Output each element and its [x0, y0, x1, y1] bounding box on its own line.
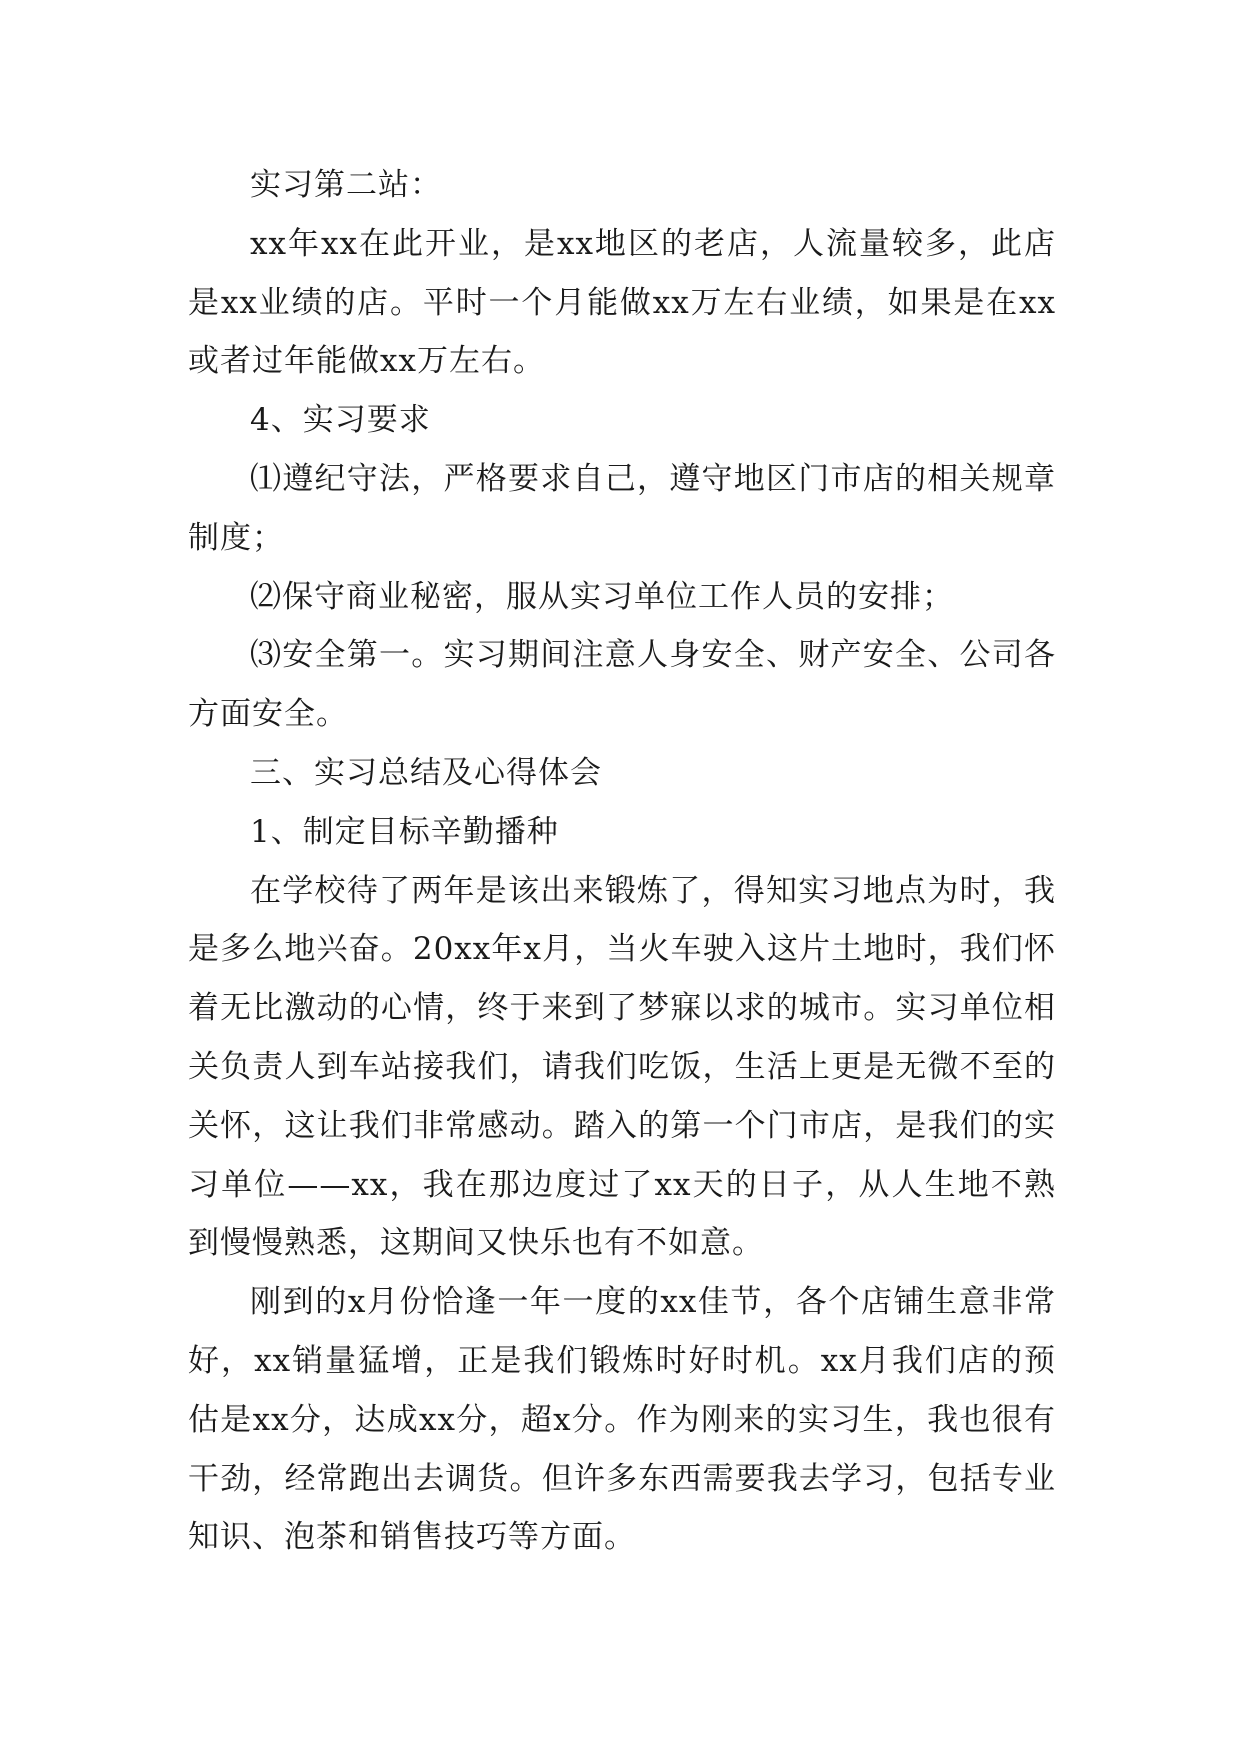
paragraph-arrival: 在学校待了两年是该出来锻炼了，得知实习地点为时，我是多么地兴奋。20xx年x月，当火车驶入这片土地时，我们怀着无比激动的心情，终于来到了梦寐以求的城市。实习单位相关负责人到车站接我们，请我们吃饭，生活上更是无微不至的关怀，这让我们非常感动。踏入的第一个门市店，是我们的实习单位——xx，我在那边度过了xx天的日子，从人生地不熟到慢慢熟悉，这期间又快乐也有不如意。 — [188, 872, 1056, 1262]
paragraph-requirement-1: ⑴遵纪守法，严格要求自己，遵守地区门市店的相关规章制度； — [188, 460, 1056, 556]
paragraph-subheading-goals: 1、制定目标辛勤播种 — [250, 813, 559, 850]
paragraph-festival-sales: 刚到的x月份恰逢一年一度的xx佳节，各个店铺生意非常好，xx销量猛增，正是我们锻炼时好时机。xx月我们店的预估是xx分，达成xx分，超x分。作为刚来的实习生，我也很有干劲，经常跑出去调货。但许多东西需要我去学习，包括专业知识、泡茶和销售技巧等方面。 — [188, 1284, 1056, 1556]
paragraph-summary-heading: 三、实习总结及心得体会 — [250, 754, 602, 791]
paragraph-requirement-3: ⑶安全第一。实习期间注意人身安全、财产安全、公司各方面安全。 — [188, 637, 1056, 733]
paragraph-station-description: xx年xx在此开业，是xx地区的老店，人流量较多，此店是xx业绩的店。平时一个月能做xx万左右业绩，如果是在xx或者过年能做xx万左右。 — [188, 225, 1056, 380]
paragraph-station-heading: 实习第二站： — [250, 167, 442, 203]
document-body — [188, 156, 1056, 1567]
paragraph-requirements-heading: 4、实习要求 — [250, 402, 431, 439]
paragraph-requirement-2: ⑵保守商业秘密，服从实习单位工作人员的安排； — [250, 578, 954, 615]
